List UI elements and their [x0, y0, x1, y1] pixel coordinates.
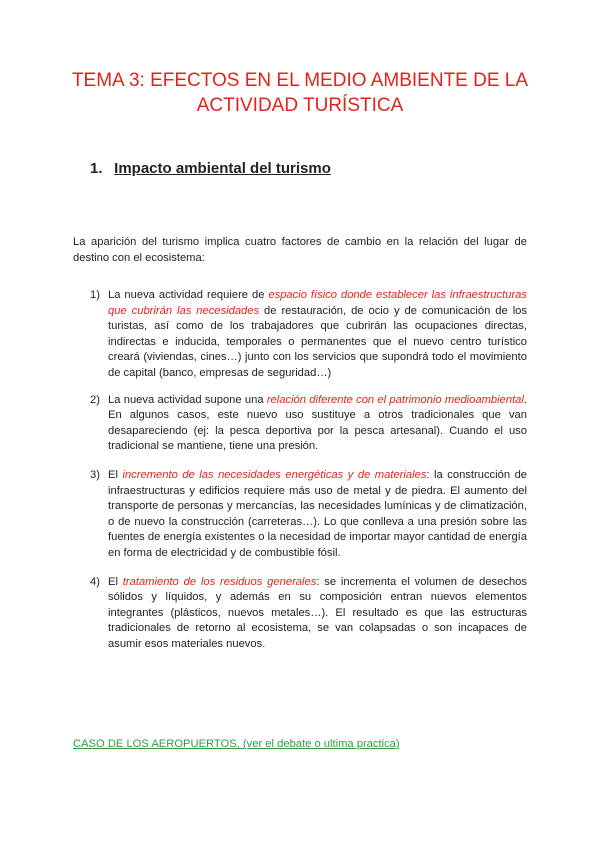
item-text: La nueva actividad supone una [108, 393, 267, 406]
item-highlight: tratamiento de los residuos generales [122, 575, 317, 588]
factor-list [90, 288, 527, 652]
page-title: TEMA 3: EFECTOS EN EL MEDIO AMBIENTE DE LA ACTIVIDAD TURÍSTICA [71, 70, 529, 116]
airports-case-link[interactable]: CASO DE LOS AEROPUERTOS, (ver el debate o ultima practica) [73, 738, 400, 750]
item-text: . En algunos casos, este nuevo uso sustituye a otros tradicionales que van desapareciendo (ej: la pesca deportiva por la pesca artesanal). Cuando el uso tradicional se mantiene, tiene una presión. [108, 393, 527, 453]
item-number: 1) [90, 289, 100, 301]
item-number: 4) [90, 575, 100, 588]
list-item [90, 575, 527, 653]
item-text: El [108, 575, 123, 588]
item-text: La nueva actividad requiere de [108, 289, 269, 301]
item-highlight: incremento de las necesidades energéticas y de materiales [122, 468, 427, 481]
list-item [90, 468, 527, 562]
item-highlight: relación diferente con el patrimonio medioambiental [266, 393, 524, 406]
item-number: 2) [90, 393, 100, 406]
list-item [90, 288, 527, 382]
item-text: de restauración, de ocio y de comunicación de los turistas, así como de los trabajadores que cubrirán las ocupaciones directas, indirectas e inducida, temporales o permanentes que el nuevo centro turístico creará (viviendas, cines…) junto con los servicios que supondrá todo el movimiento de capital (banco, empresas de seguridad…) [108, 304, 528, 379]
section-heading [90, 160, 331, 177]
item-text: : la construcción de infraestructuras y edificios requiere más uso de metal y de piedra. El aumento del transporte de personas y mercancías, las necesidades lumínicas y de climatización, o de nuevo la construcción (carreteras…). Lo que conlleva a una presión sobre las fuentes de energía existentes o la necesidad de importar mayor cantidad de energía en forma de electricidad y de combustible fósil. [108, 468, 528, 559]
item-text: : se incrementa el volumen de desechos sólidos y líquidos, y además en su composición entran nuevos elementos integrantes (plásticos, nuevos metales…). El resultado es que las estructuras tradicionales de retorno al ecosistema, se van colapsadas o son incapaces de asumir esos materiales nuevos. [108, 575, 527, 650]
item-number: 3) [90, 468, 100, 481]
item-text: El [108, 468, 123, 481]
section-number: 1. [90, 160, 103, 177]
list-item [90, 393, 527, 455]
item-highlight: espacio físico donde establecer las infraestructuras que cubrirán las necesidades [108, 289, 527, 317]
intro-paragraph: La aparición del turismo implica cuatro factores de cambio en la relación del lugar de destino con el ecosistema: [73, 236, 527, 264]
section-title: Impacto ambiental del turismo [114, 160, 331, 177]
